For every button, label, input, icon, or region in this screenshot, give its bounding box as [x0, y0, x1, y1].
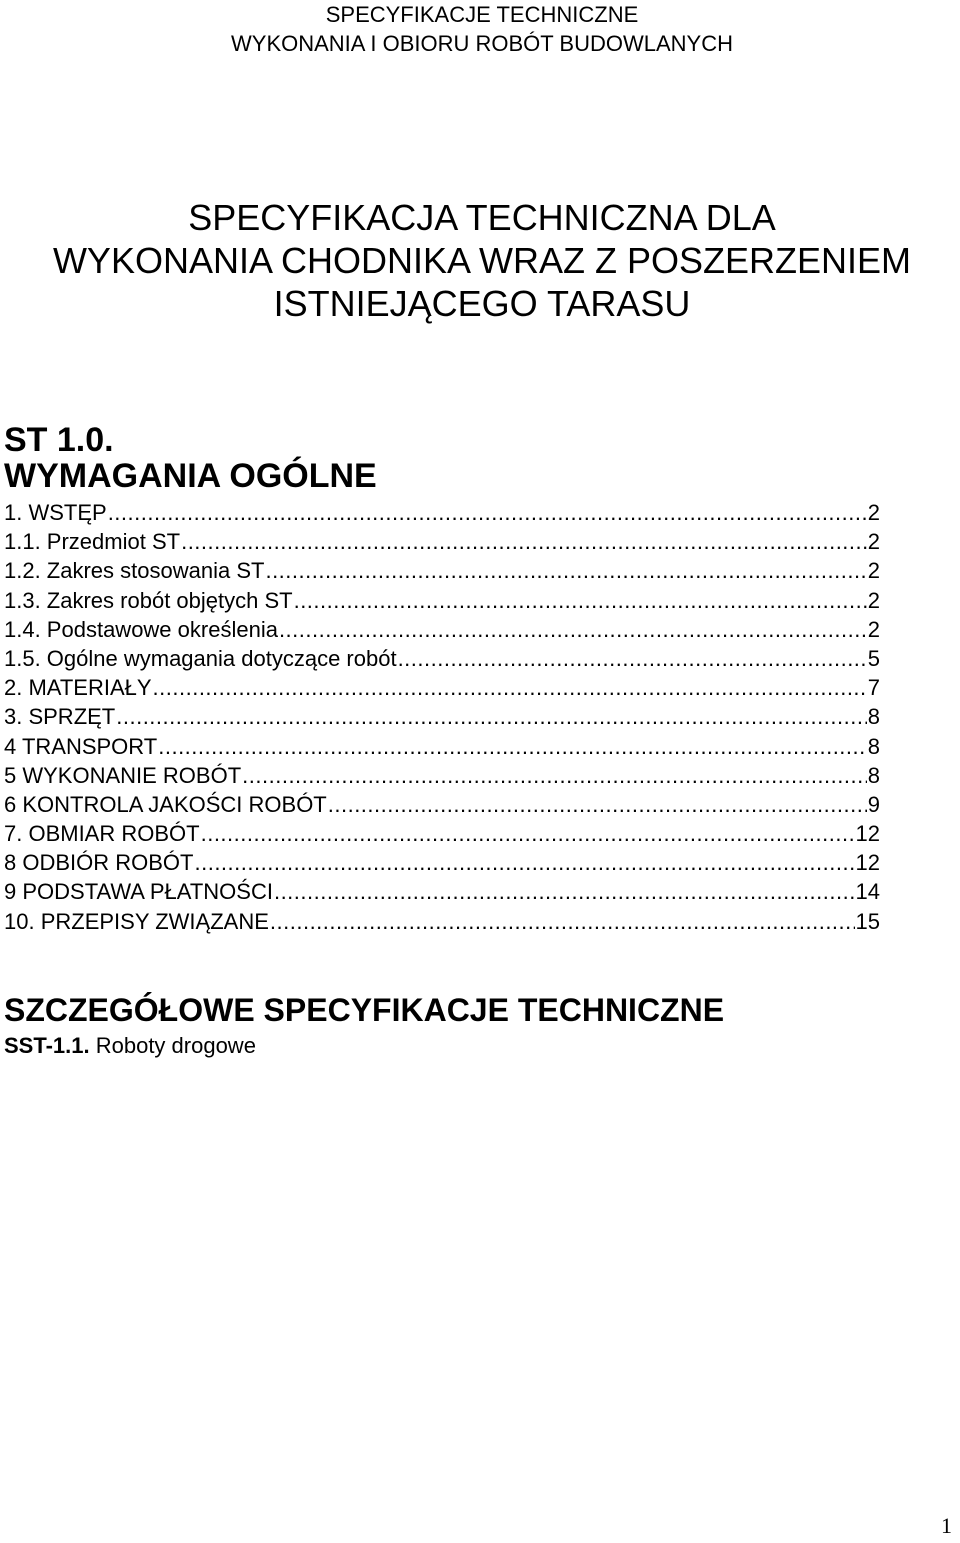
toc-entry-label: 1.3. Zakres robót objętych ST: [4, 587, 293, 613]
toc-entry-label: 1.2. Zakres stosowania ST: [4, 558, 265, 584]
toc-entry-page: 9: [867, 791, 880, 817]
toc-entry-page: 7: [867, 675, 880, 701]
toc-entry-page: 2: [867, 500, 880, 525]
table-of-contents: [4, 498, 880, 936]
running-header-line-2: WYKONANIA I OBIORU ROBÓT BUDOWLANYCH: [231, 31, 733, 56]
toc-dot-leader: [181, 527, 867, 556]
toc-entry-page: 8: [867, 704, 880, 730]
toc-entry-wstep[interactable]: [4, 498, 880, 527]
section-code: ST 1.0.: [4, 421, 114, 459]
toc-entry-odbior-robot[interactable]: [4, 848, 880, 877]
toc-dot-leader: [158, 732, 867, 761]
toc-dot-leader: [153, 673, 867, 702]
document-title-line-3: ISTNIEJĄCEGO TARASU: [273, 283, 691, 324]
toc-dot-leader: [328, 790, 867, 819]
toc-entry-page: 12: [855, 850, 880, 876]
document-title-line-1: SPECYFIKACJA TECHNICZNA DLA: [188, 197, 776, 238]
detailed-spec-entry[interactable]: [4, 1030, 256, 1062]
toc-entry-podstawa-platnosci[interactable]: [4, 877, 880, 906]
toc-entry-page: 14: [855, 879, 880, 905]
toc-dot-leader: [294, 586, 867, 615]
toc-entry-podstawowe-okreslenia[interactable]: [4, 615, 880, 644]
toc-entry-label: 1. WSTĘP: [4, 500, 107, 525]
toc-entry-wykonanie-robot[interactable]: [4, 761, 880, 790]
document-title-line-2: WYKONANIA CHODNIKA WRAZ Z POSZERZENIEM: [52, 240, 912, 281]
toc-entry-label: 10. PRZEPISY ZWIĄZANE: [4, 908, 269, 934]
toc-entry-transport[interactable]: [4, 732, 880, 761]
toc-entry-page: 5: [867, 645, 880, 671]
toc-dot-leader: [274, 877, 855, 906]
detailed-spec-title: Roboty drogowe: [95, 1033, 256, 1058]
running-header: [0, 0, 960, 58]
section-name: WYMAGANIA OGÓLNE: [4, 457, 377, 495]
toc-entry-label: 5 WYKONANIE ROBÓT: [4, 762, 242, 788]
toc-entry-page: 2: [867, 558, 880, 584]
toc-dot-leader: [265, 556, 866, 585]
toc-dot-leader: [194, 848, 854, 877]
toc-dot-leader: [398, 644, 867, 673]
toc-entry-label: 7. OBMIAR ROBÓT: [4, 821, 200, 847]
toc-entry-page: 2: [867, 587, 880, 613]
toc-entry-page: 15: [855, 908, 880, 934]
toc-entry-label: 8 ODBIÓR ROBÓT: [4, 850, 194, 876]
toc-entry-label: 3. SPRZĘT: [4, 704, 116, 730]
toc-entry-ogolne-wymagania[interactable]: [4, 644, 880, 673]
toc-entry-obmiar-robot[interactable]: [4, 819, 880, 848]
toc-entry-label: 1.5. Ogólne wymagania dotyczące robót: [4, 645, 397, 671]
toc-entry-page: 2: [867, 616, 880, 642]
toc-entry-page: 2: [867, 529, 880, 555]
toc-entry-page: 8: [867, 762, 880, 788]
toc-entry-label: 1.1. Przedmiot ST: [4, 529, 181, 555]
running-header-line-1: SPECYFIKACJE TECHNICZNE: [325, 2, 639, 27]
toc-entry-label: 2. MATERIAŁY: [4, 675, 152, 701]
toc-entry-page: 12: [855, 821, 880, 847]
toc-entry-sprzet[interactable]: [4, 702, 880, 731]
toc-entry-label: 1.4. Podstawowe określenia: [4, 616, 278, 642]
toc-entry-zakres-robot[interactable]: [4, 586, 880, 615]
toc-entry-label: 4 TRANSPORT: [4, 733, 158, 759]
toc-entry-zakres-stosowania[interactable]: [4, 556, 880, 585]
toc-entry-przepisy-zwiazane[interactable]: [4, 907, 880, 936]
detailed-spec-code: SST-1.1.: [4, 1033, 90, 1058]
document-title: [0, 196, 960, 325]
toc-dot-leader: [270, 907, 855, 936]
detailed-specs-heading: SZCZEGÓŁOWE SPECYFIKACJE TECHNICZNE: [4, 992, 725, 1028]
toc-entry-przedmiot-st[interactable]: [4, 527, 880, 556]
toc-dot-leader: [201, 819, 855, 848]
toc-dot-leader: [116, 702, 867, 731]
toc-dot-leader: [108, 498, 867, 527]
toc-dot-leader: [279, 615, 867, 644]
toc-entry-materialy[interactable]: [4, 673, 880, 702]
toc-entry-page: 8: [867, 733, 880, 759]
toc-entry-kontrola-jakosci[interactable]: [4, 790, 880, 819]
toc-entry-label: 9 PODSTAWA PŁATNOŚCI: [4, 879, 273, 905]
toc-entry-label: 6 KONTROLA JAKOŚCI ROBÓT: [4, 791, 327, 817]
toc-dot-leader: [242, 761, 867, 790]
page-number: 1: [941, 1513, 952, 1538]
